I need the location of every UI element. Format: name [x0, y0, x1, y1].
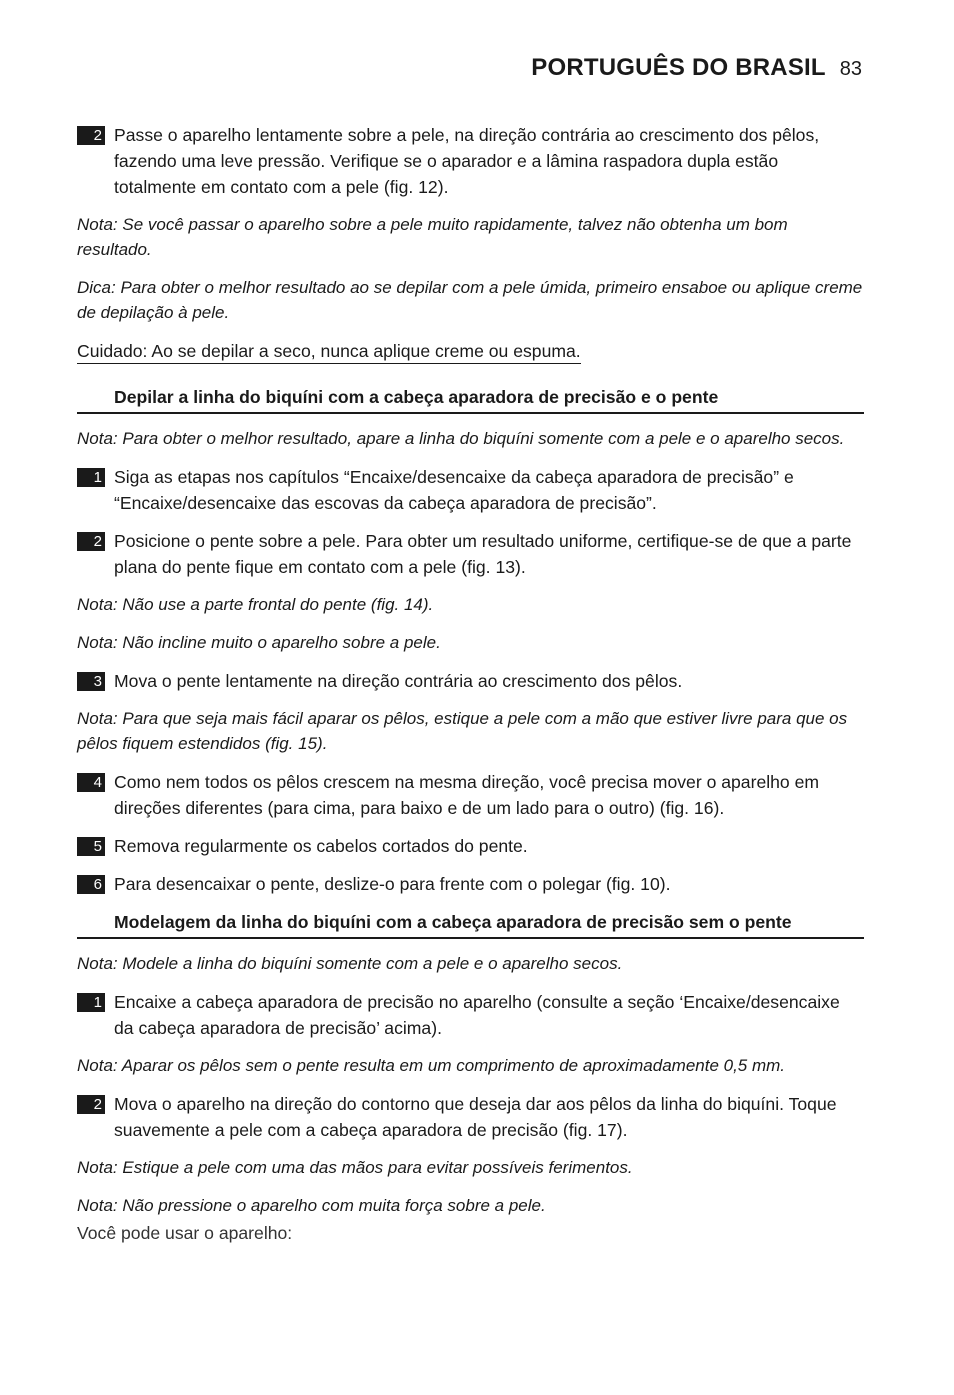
step-text: Para desencaixar o pente, deslize-o para frente com o polegar (fig. 10).: [114, 874, 671, 894]
step-number-badge: 1: [77, 993, 105, 1012]
step-number-badge: 2: [77, 532, 105, 551]
step-item: [77, 1091, 864, 1143]
step-item: [77, 769, 864, 821]
caution-text: Cuidado: Ao se depilar a seco, nunca aplique creme ou espuma.: [77, 339, 581, 364]
step-number-badge: 2: [77, 126, 105, 145]
step-item: [77, 528, 864, 580]
step-item: [77, 122, 864, 200]
note-text: Nota: Não pressione o aparelho com muita força sobre a pele.: [77, 1196, 546, 1215]
step-number-badge: 1: [77, 468, 105, 487]
note-text: Nota: Para que seja mais fácil aparar os pêlos, estique a pele com a mão que estiver livre para que os pêlos fiquem estendidos (fig. 15).: [77, 709, 848, 753]
step-text: Passe o aparelho lentamente sobre a pele, na direção contrária ao crescimento dos pêlos, fazendo uma leve pressão. Verifique se o aparador e a lâmina raspadora dupla estão totalmente em contato com a pele (fig. 12).: [114, 125, 820, 197]
page-header: [531, 54, 862, 82]
step-number-badge: 5: [77, 837, 105, 856]
step-number-badge: 6: [77, 875, 105, 894]
step-item: [77, 871, 864, 897]
tip-text: Dica: Para obter o melhor resultado ao se depilar com a pele úmida, primeiro ensaboe ou aplique creme de depilação à pele.: [77, 278, 863, 322]
step-item: [77, 668, 864, 694]
note-text: Nota: Não incline muito o aparelho sobre a pele.: [77, 633, 441, 652]
body-text: Você pode usar o aparelho:: [77, 1223, 293, 1243]
step-text: Como nem todos os pêlos crescem na mesma direção, você precisa mover o aparelho em direções diferentes (para cima, para baixo e de um lado para o outro) (fig. 16).: [114, 772, 820, 818]
step-item: [77, 989, 864, 1041]
step-number-badge: 4: [77, 773, 105, 792]
step-item: [77, 833, 864, 859]
step-text: Posicione o pente sobre a pele. Para obter um resultado uniforme, certifique-se de que a parte plana do pente fique em contato com a pele (fig. 13).: [114, 531, 852, 577]
step-text: Siga as etapas nos capítulos “Encaixe/desencaixe da cabeça aparadora de precisão” e “Encaixe/desencaixe das escovas da cabeça aparadora de precisão”.: [114, 467, 794, 513]
note-text: Nota: Aparar os pêlos sem o pente resulta em um comprimento de aproximadamente 0,5 mm.: [77, 1056, 786, 1075]
step-text: Encaixe a cabeça aparadora de precisão no aparelho (consulte a seção ‘Encaixe/desencaixe da cabeça aparadora de precisão’ acima).: [114, 992, 840, 1038]
section-heading: Modelagem da linha do biquíni com a cabeça aparadora de precisão sem o pente: [77, 909, 864, 939]
note-text: Nota: Não use a parte frontal do pente (fig. 14).: [77, 595, 434, 614]
step-text: Mova o pente lentamente na direção contrária ao crescimento dos pêlos.: [114, 671, 683, 691]
step-text: Remova regularmente os cabelos cortados do pente.: [114, 836, 528, 856]
document-body: [77, 122, 864, 1246]
note-text: Nota: Modele a linha do biquíni somente com a pele e o aparelho secos.: [77, 954, 623, 973]
step-number-badge: 3: [77, 672, 105, 691]
page-title: PORTUGUÊS DO BRASIL: [531, 54, 826, 81]
note-text: Nota: Estique a pele com uma das mãos para evitar possíveis ferimentos.: [77, 1158, 633, 1177]
step-number-badge: 2: [77, 1095, 105, 1114]
page-number: 83: [839, 58, 862, 80]
note-text: Nota: Se você passar o aparelho sobre a pele muito rapidamente, talvez não obtenha um bom resultado.: [77, 215, 788, 259]
note-text: Nota: Para obter o melhor resultado, apare a linha do biquíni somente com a pele e o aparelho secos.: [77, 429, 845, 448]
section-heading: Depilar a linha do biquíni com a cabeça aparadora de precisão e o pente: [77, 384, 864, 414]
step-text: Mova o aparelho na direção do contorno que deseja dar aos pêlos da linha do biquíni. Toque suavemente a pele com a cabeça aparadora de precisão (fig. 17).: [114, 1094, 837, 1140]
step-item: [77, 464, 864, 516]
